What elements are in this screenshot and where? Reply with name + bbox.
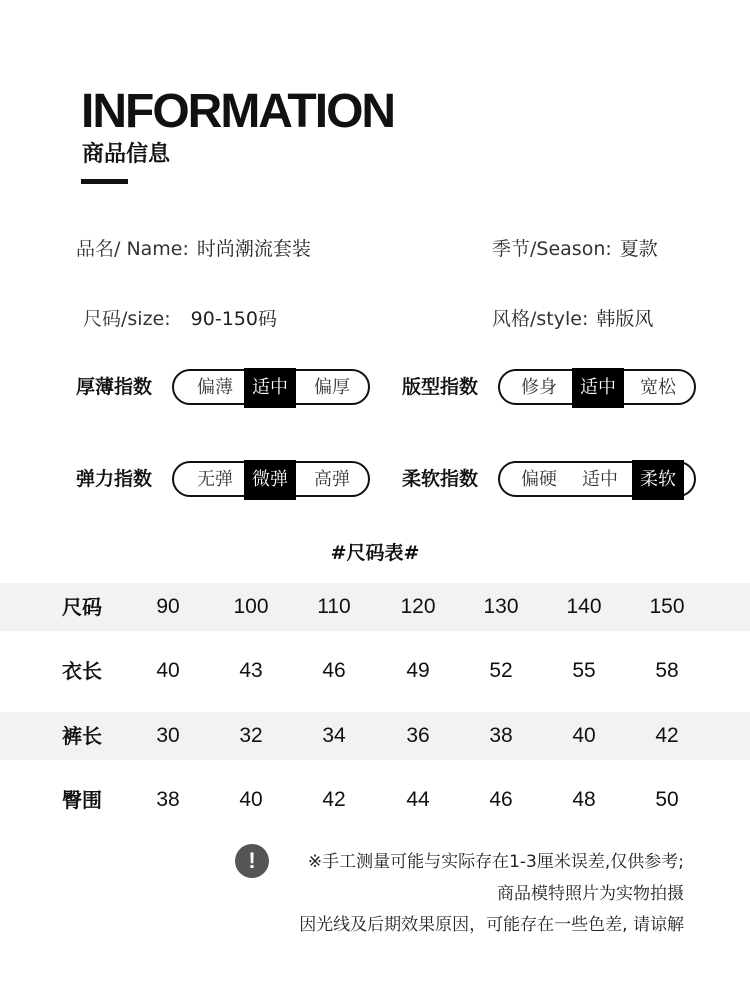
- elasticity-option-1: 无弹: [197, 469, 233, 490]
- table-cell: 120: [400, 595, 436, 618]
- fit-option-2: 适中: [572, 368, 624, 408]
- softness-index-scale: [498, 461, 696, 497]
- row-label: 裤长: [62, 724, 102, 748]
- product-name: [76, 236, 311, 262]
- size-range: [83, 306, 277, 332]
- table-cell: 40: [572, 724, 596, 747]
- fit-option-1: 修身: [521, 377, 557, 398]
- style-value: 韩版风: [596, 308, 654, 330]
- size-table-row: [0, 776, 750, 824]
- size-label: 尺码/size:: [83, 308, 171, 330]
- fit-index-label: 版型指数: [402, 376, 479, 398]
- thickness-option-2: 适中: [244, 368, 296, 408]
- size-table-title: #尺码表#: [330, 542, 420, 564]
- table-cell: 55: [572, 659, 596, 682]
- table-cell: 43: [239, 659, 263, 682]
- table-cell: 52: [489, 659, 513, 682]
- table-cell: 34: [322, 724, 346, 747]
- table-cell: 46: [489, 788, 513, 811]
- table-cell: 130: [483, 595, 519, 618]
- row-label: 臀围: [62, 788, 102, 812]
- table-cell: 110: [317, 595, 351, 618]
- softness-option-3: 柔软: [632, 460, 684, 500]
- row-label: 尺码: [62, 595, 102, 619]
- softness-option-1: 偏硬: [521, 469, 557, 490]
- season-value: 夏款: [619, 238, 658, 260]
- thickness-index-label: 厚薄指数: [76, 376, 153, 398]
- title-underline: [81, 179, 128, 184]
- size-table-row: [0, 712, 750, 760]
- table-cell: 36: [406, 724, 430, 747]
- table-cell: 38: [489, 724, 513, 747]
- page-subtitle: 商品信息: [82, 142, 171, 167]
- thickness-option-3: 偏厚: [314, 377, 350, 398]
- table-cell: 48: [572, 788, 596, 811]
- warning-icon: !: [235, 844, 269, 878]
- size-table-row: [0, 583, 750, 631]
- elasticity-index-label: 弹力指数: [76, 468, 153, 490]
- style-label: 风格/style:: [492, 308, 589, 330]
- table-cell: 100: [233, 595, 269, 618]
- page-title: INFORMATION: [81, 85, 395, 138]
- table-cell: 90: [156, 595, 180, 618]
- table-cell: 150: [649, 595, 685, 618]
- table-cell: 40: [156, 659, 180, 682]
- thickness-index-scale: [172, 369, 370, 405]
- elasticity-option-3: 高弹: [314, 469, 350, 490]
- table-cell: 44: [406, 788, 430, 811]
- table-cell: 140: [566, 595, 602, 618]
- fit-option-3: 宽松: [640, 377, 676, 398]
- thickness-option-1: 偏薄: [197, 377, 233, 398]
- table-cell: 58: [655, 659, 679, 682]
- table-cell: 49: [406, 659, 430, 682]
- style: [492, 306, 653, 332]
- softness-option-2: 适中: [582, 469, 618, 490]
- table-cell: 32: [239, 724, 263, 747]
- season: [492, 236, 658, 262]
- table-cell: 42: [655, 724, 679, 747]
- note-line-2: 商品模特照片为实物拍摄: [497, 884, 684, 904]
- size-table-row: [0, 647, 750, 695]
- season-label: 季节/Season:: [492, 238, 612, 260]
- table-cell: 30: [156, 724, 180, 747]
- table-cell: 46: [322, 659, 346, 682]
- note-line-1: ※手工测量可能与实际存在1-3厘米误差,仅供参考;: [307, 852, 684, 872]
- elasticity-index-scale: [172, 461, 370, 497]
- note-line-3: 因光线及后期效果原因，可能存在一些色差, 请谅解: [299, 915, 684, 935]
- table-cell: 40: [239, 788, 263, 811]
- fit-index-scale: [498, 369, 696, 405]
- softness-index-label: 柔软指数: [402, 468, 479, 490]
- table-cell: 50: [655, 788, 679, 811]
- product-name-label: 品名/ Name:: [76, 238, 189, 260]
- row-label: 衣长: [62, 659, 102, 683]
- size-value: 90-150码: [190, 308, 277, 330]
- product-name-value: 时尚潮流套装: [196, 238, 311, 260]
- table-cell: 42: [322, 788, 346, 811]
- elasticity-option-2: 微弹: [244, 460, 296, 500]
- table-cell: 38: [156, 788, 180, 811]
